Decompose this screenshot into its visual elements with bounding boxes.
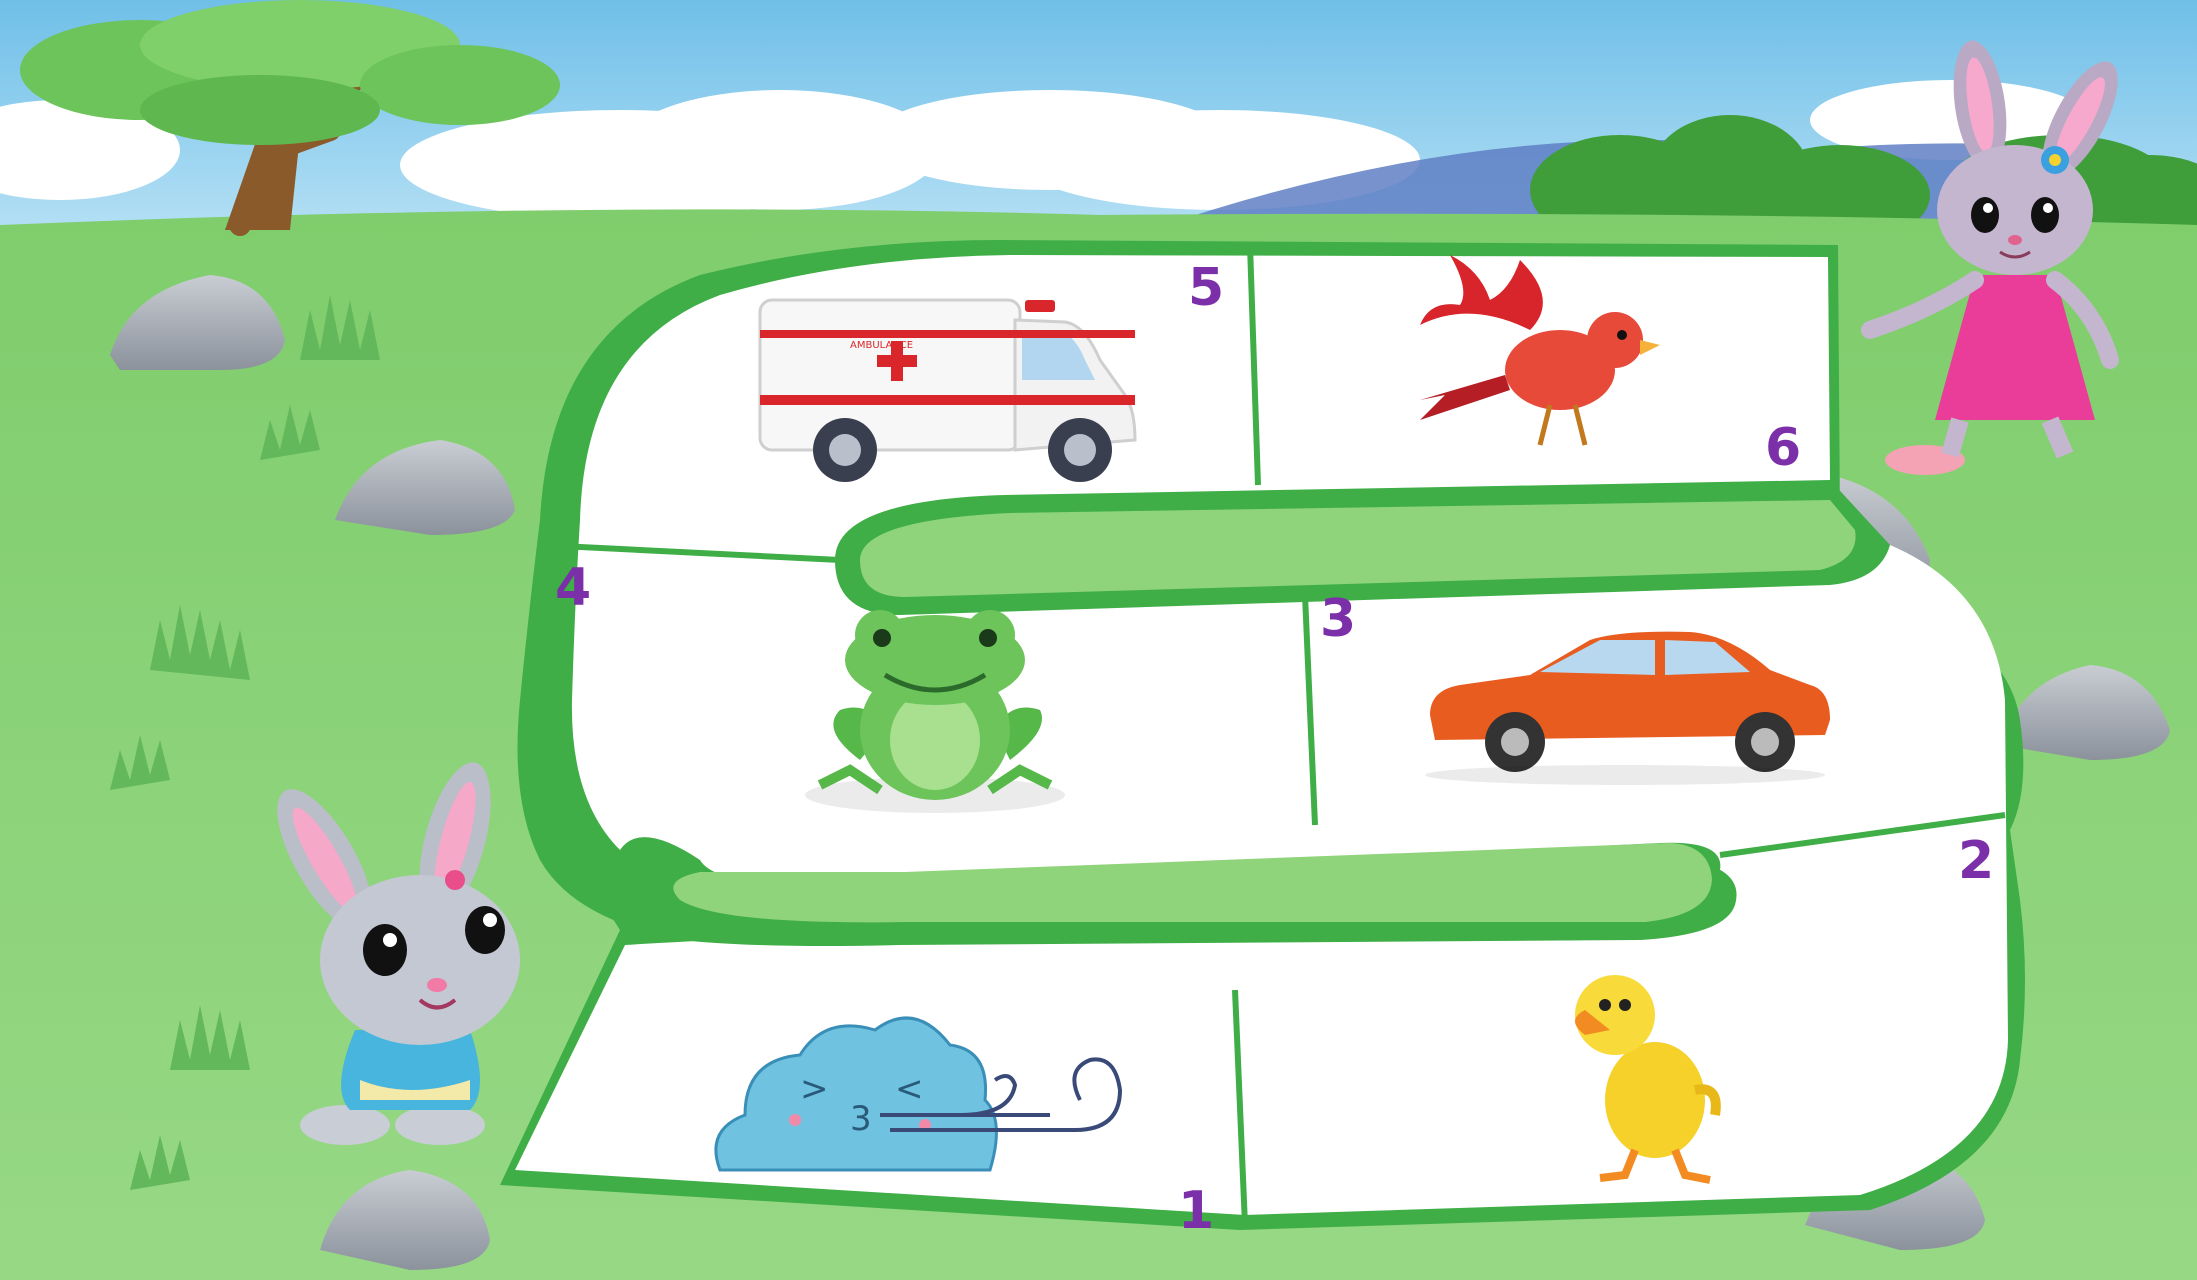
cloud-eye-left: > — [800, 1069, 829, 1109]
square-number-3: 3 — [1320, 589, 1357, 649]
ambulance-label: AMBULANCE — [850, 340, 914, 351]
square-number-2: 2 — [1958, 831, 1995, 891]
cloud-eye-right: < — [895, 1069, 924, 1109]
square-number-6: 6 — [1765, 418, 1802, 478]
square-number-4: 4 — [555, 558, 592, 618]
cloud-mouth: 3 — [850, 1099, 872, 1139]
square-number-5: 5 — [1188, 258, 1225, 318]
square-number-1: 1 — [1178, 1181, 1215, 1241]
